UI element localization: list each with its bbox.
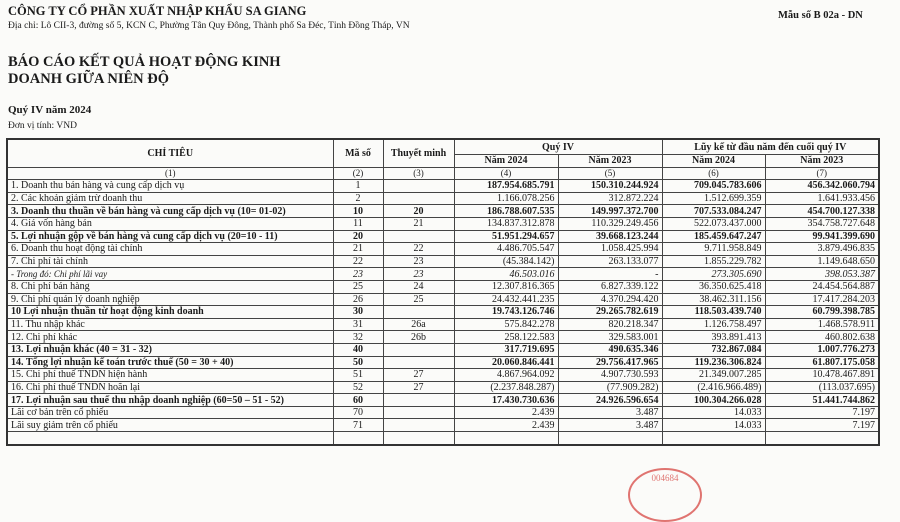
row-ytd-2023: 10.478.467.891 <box>765 369 879 382</box>
row-quarter-2023: 820.218.347 <box>558 318 662 331</box>
header-thuyetminh: Thuyết minh <box>383 139 454 167</box>
row-ytd-2024: (2.416.966.489) <box>662 381 765 394</box>
header-q-2024: Năm 2024 <box>454 155 558 168</box>
row-code: 60 <box>333 394 383 407</box>
row-label: 8. Chi phí bán hàng <box>7 280 333 293</box>
row-quarter-2024: 575.842.278 <box>454 318 558 331</box>
row-label: 11. Thu nhập khác <box>7 318 333 331</box>
row-quarter-2023: 149.997.372.700 <box>558 205 662 218</box>
row-note: 20 <box>383 205 454 218</box>
row-quarter-2024: 19.743.126.746 <box>454 306 558 319</box>
row-ytd-2024: 36.350.625.418 <box>662 280 765 293</box>
row-quarter-2023: 490.635.346 <box>558 343 662 356</box>
row-code: 31 <box>333 318 383 331</box>
table-row <box>7 343 879 356</box>
row-label: 13. Lợi nhuận khác (40 = 31 - 32) <box>7 343 333 356</box>
company-stamp: 004684 <box>628 468 702 522</box>
row-ytd-2024: 273.305.690 <box>662 268 765 281</box>
row-code: 25 <box>333 280 383 293</box>
empty-row <box>7 432 879 445</box>
header-maso: Mã số <box>333 139 383 167</box>
table-row <box>7 205 879 218</box>
row-quarter-2024: 12.307.816.365 <box>454 280 558 293</box>
table-row <box>7 356 879 369</box>
row-quarter-2024: (2.237.848.287) <box>454 381 558 394</box>
row-quarter-2024: 2.439 <box>454 406 558 419</box>
row-label: 1. Doanh thu bán hàng và cung cấp dịch vụ <box>7 180 333 193</box>
row-note <box>383 306 454 319</box>
row-quarter-2023: 3.487 <box>558 419 662 432</box>
col-number: (7) <box>765 167 879 180</box>
row-note <box>383 394 454 407</box>
row-ytd-2024: 118.503.439.740 <box>662 306 765 319</box>
row-note: 22 <box>383 243 454 256</box>
row-code: 50 <box>333 356 383 369</box>
row-quarter-2024: 17.430.730.636 <box>454 394 558 407</box>
row-quarter-2024: 187.954.685.791 <box>454 180 558 193</box>
row-quarter-2023: (77.909.282) <box>558 381 662 394</box>
row-code: 52 <box>333 381 383 394</box>
row-quarter-2024: 24.432.441.235 <box>454 293 558 306</box>
row-quarter-2024: 134.837.312.878 <box>454 217 558 230</box>
row-label: Lãi cơ bản trên cổ phiếu <box>7 406 333 419</box>
header-quarter-group: Quý IV <box>454 139 662 155</box>
table-row <box>7 293 879 306</box>
table-row <box>7 369 879 382</box>
row-ytd-2024: 1.126.758.497 <box>662 318 765 331</box>
company-address: Địa chỉ: Lô CII-3, đường số 5, KCN C, Phường Tân Quy Đông, Thành phố Sa Đéc, Tỉnh Đồng Tháp, VN <box>8 21 410 31</box>
row-quarter-2023: 29.265.782.619 <box>558 306 662 319</box>
col-number: (5) <box>558 167 662 180</box>
row-ytd-2024: 522.073.437.000 <box>662 217 765 230</box>
table-row <box>7 419 879 432</box>
row-label: 16. Chi phí thuế TNDN hoãn lại <box>7 381 333 394</box>
row-note: 27 <box>383 381 454 394</box>
row-quarter-2024: 4.867.964.092 <box>454 369 558 382</box>
row-quarter-2023: 329.583.001 <box>558 331 662 344</box>
row-ytd-2023: 1.149.648.650 <box>765 255 879 268</box>
row-ytd-2024: 1.855.229.782 <box>662 255 765 268</box>
table-row <box>7 180 879 193</box>
row-label: 10 Lợi nhuận thuần từ hoạt động kinh doanh <box>7 306 333 319</box>
row-ytd-2024: 1.512.699.359 <box>662 192 765 205</box>
row-quarter-2024: (45.384.142) <box>454 255 558 268</box>
row-quarter-2023: 1.058.425.994 <box>558 243 662 256</box>
row-code: 40 <box>333 343 383 356</box>
row-quarter-2023: 29.756.417.965 <box>558 356 662 369</box>
row-code: 51 <box>333 369 383 382</box>
row-ytd-2023: (113.037.695) <box>765 381 879 394</box>
row-quarter-2023: 24.926.596.654 <box>558 394 662 407</box>
row-ytd-2024: 14.033 <box>662 419 765 432</box>
row-ytd-2024: 707.533.084.247 <box>662 205 765 218</box>
col-number: (1) <box>7 167 333 180</box>
row-ytd-2023: 99.941.399.690 <box>765 230 879 243</box>
row-quarter-2023: 6.827.339.122 <box>558 280 662 293</box>
row-code: 21 <box>333 243 383 256</box>
row-ytd-2023: 1.007.776.273 <box>765 343 879 356</box>
row-ytd-2023: 7.197 <box>765 419 879 432</box>
table-row <box>7 318 879 331</box>
report-title-line1: BÁO CÁO KẾT QUẢ HOẠT ĐỘNG KINH <box>8 54 281 70</box>
row-code: 23 <box>333 268 383 281</box>
row-quarter-2024: 317.719.695 <box>454 343 558 356</box>
row-quarter-2024: 2.439 <box>454 419 558 432</box>
header-chitieu: CHỈ TIÊU <box>7 139 333 167</box>
row-note: 21 <box>383 217 454 230</box>
row-ytd-2023: 3.879.496.835 <box>765 243 879 256</box>
header-ytd-2023: Năm 2023 <box>765 155 879 168</box>
row-ytd-2024: 393.891.413 <box>662 331 765 344</box>
row-quarter-2023: 39.668.123.244 <box>558 230 662 243</box>
row-label: 17. Lợi nhuận sau thuế thu nhập doanh nghiệp (60=50 – 51 - 52) <box>7 394 333 407</box>
row-note <box>383 180 454 193</box>
row-note: 26a <box>383 318 454 331</box>
table-row <box>7 255 879 268</box>
row-ytd-2023: 1.468.578.911 <box>765 318 879 331</box>
header-ytd-2024: Năm 2024 <box>662 155 765 168</box>
income-statement-table <box>6 138 880 446</box>
col-number: (2) <box>333 167 383 180</box>
form-number: Mẫu số B 02a - DN <box>778 10 863 21</box>
table-row <box>7 217 879 230</box>
row-label: 12. Chi phí khác <box>7 331 333 344</box>
row-ytd-2023: 456.342.060.794 <box>765 180 879 193</box>
row-quarter-2023: 263.133.077 <box>558 255 662 268</box>
row-note: 24 <box>383 280 454 293</box>
table-row <box>7 406 879 419</box>
row-code: 1 <box>333 180 383 193</box>
col-number: (3) <box>383 167 454 180</box>
row-ytd-2024: 38.462.311.156 <box>662 293 765 306</box>
table-row <box>7 331 879 344</box>
row-ytd-2023: 60.799.398.785 <box>765 306 879 319</box>
row-ytd-2024: 100.304.266.028 <box>662 394 765 407</box>
row-ytd-2023: 24.454.564.887 <box>765 280 879 293</box>
row-note <box>383 343 454 356</box>
row-ytd-2023: 7.197 <box>765 406 879 419</box>
table-row <box>7 381 879 394</box>
report-period: Quý IV năm 2024 <box>8 104 92 116</box>
row-code: 30 <box>333 306 383 319</box>
header-ytd-group: Lũy kế từ đầu năm đến cuối quý IV <box>662 139 879 155</box>
row-quarter-2024: 46.503.016 <box>454 268 558 281</box>
row-label: 7. Chi phí tài chính <box>7 255 333 268</box>
row-ytd-2023: 17.417.284.203 <box>765 293 879 306</box>
row-quarter-2023: 4.907.730.593 <box>558 369 662 382</box>
row-note <box>383 356 454 369</box>
row-quarter-2024: 1.166.078.256 <box>454 192 558 205</box>
row-quarter-2023: - <box>558 268 662 281</box>
header-q-2023: Năm 2023 <box>558 155 662 168</box>
col-number: (6) <box>662 167 765 180</box>
row-code: 26 <box>333 293 383 306</box>
row-label: 9. Chi phí quản lý doanh nghiệp <box>7 293 333 306</box>
table-row <box>7 306 879 319</box>
row-note: 23 <box>383 255 454 268</box>
row-ytd-2024: 9.711.958.849 <box>662 243 765 256</box>
row-label: 4. Giá vốn hàng bán <box>7 217 333 230</box>
row-note <box>383 192 454 205</box>
report-title-line2: DOANH GIỮA NIÊN ĐỘ <box>8 71 169 87</box>
row-code: 71 <box>333 419 383 432</box>
row-quarter-2023: 4.370.294.420 <box>558 293 662 306</box>
table-row <box>7 243 879 256</box>
row-note: 25 <box>383 293 454 306</box>
row-ytd-2024: 732.867.084 <box>662 343 765 356</box>
row-note: 27 <box>383 369 454 382</box>
row-quarter-2024: 4.486.705.547 <box>454 243 558 256</box>
row-note: 26b <box>383 331 454 344</box>
table-row <box>7 268 879 281</box>
row-note: 23 <box>383 268 454 281</box>
table-row <box>7 192 879 205</box>
currency-unit: Đơn vị tính: VND <box>8 121 77 131</box>
row-label: 3. Doanh thu thuần về bán hàng và cung cấp dịch vụ (10= 01-02) <box>7 205 333 218</box>
row-quarter-2023: 3.487 <box>558 406 662 419</box>
table-row <box>7 394 879 407</box>
row-quarter-2023: 150.310.244.924 <box>558 180 662 193</box>
row-label: 2. Các khoản giảm trừ doanh thu <box>7 192 333 205</box>
row-code: 10 <box>333 205 383 218</box>
col-number: (4) <box>454 167 558 180</box>
row-code: 11 <box>333 217 383 230</box>
row-note <box>383 406 454 419</box>
row-note <box>383 419 454 432</box>
company-name: CÔNG TY CỔ PHẦN XUẤT NHẬP KHẨU SA GIANG <box>8 4 307 18</box>
column-number-row <box>7 167 879 180</box>
row-ytd-2023: 1.641.933.456 <box>765 192 879 205</box>
row-ytd-2023: 51.441.744.862 <box>765 394 879 407</box>
row-quarter-2023: 110.329.249.456 <box>558 217 662 230</box>
row-code: 32 <box>333 331 383 344</box>
row-label: 14. Tổng lợi nhuận kế toán trước thuế (50 = 30 + 40) <box>7 356 333 369</box>
row-ytd-2023: 454.700.127.338 <box>765 205 879 218</box>
row-code: 2 <box>333 192 383 205</box>
row-quarter-2024: 20.060.846.441 <box>454 356 558 369</box>
row-note <box>383 230 454 243</box>
row-quarter-2024: 258.122.583 <box>454 331 558 344</box>
row-ytd-2024: 21.349.007.285 <box>662 369 765 382</box>
row-quarter-2023: 312.872.224 <box>558 192 662 205</box>
row-label: 6. Doanh thu hoạt động tài chính <box>7 243 333 256</box>
table-row <box>7 230 879 243</box>
row-label: - Trong đó: Chi phí lãi vay <box>7 268 333 281</box>
row-ytd-2023: 61.807.175.058 <box>765 356 879 369</box>
row-code: 20 <box>333 230 383 243</box>
row-code: 22 <box>333 255 383 268</box>
table-row <box>7 280 879 293</box>
row-ytd-2023: 398.053.387 <box>765 268 879 281</box>
row-label: Lãi suy giảm trên cổ phiếu <box>7 419 333 432</box>
row-ytd-2024: 119.236.306.824 <box>662 356 765 369</box>
row-ytd-2024: 709.045.783.606 <box>662 180 765 193</box>
row-code: 70 <box>333 406 383 419</box>
row-quarter-2024: 51.951.294.657 <box>454 230 558 243</box>
row-ytd-2023: 354.758.727.648 <box>765 217 879 230</box>
row-ytd-2024: 185.459.647.247 <box>662 230 765 243</box>
row-quarter-2024: 186.788.607.535 <box>454 205 558 218</box>
row-label: 5. Lợi nhuận gộp về bán hàng và cung cấp dịch vụ (20=10 - 11) <box>7 230 333 243</box>
row-ytd-2024: 14.033 <box>662 406 765 419</box>
row-label: 15. Chi phí thuế TNDN hiện hành <box>7 369 333 382</box>
row-ytd-2023: 460.802.638 <box>765 331 879 344</box>
report-title <box>8 54 281 88</box>
